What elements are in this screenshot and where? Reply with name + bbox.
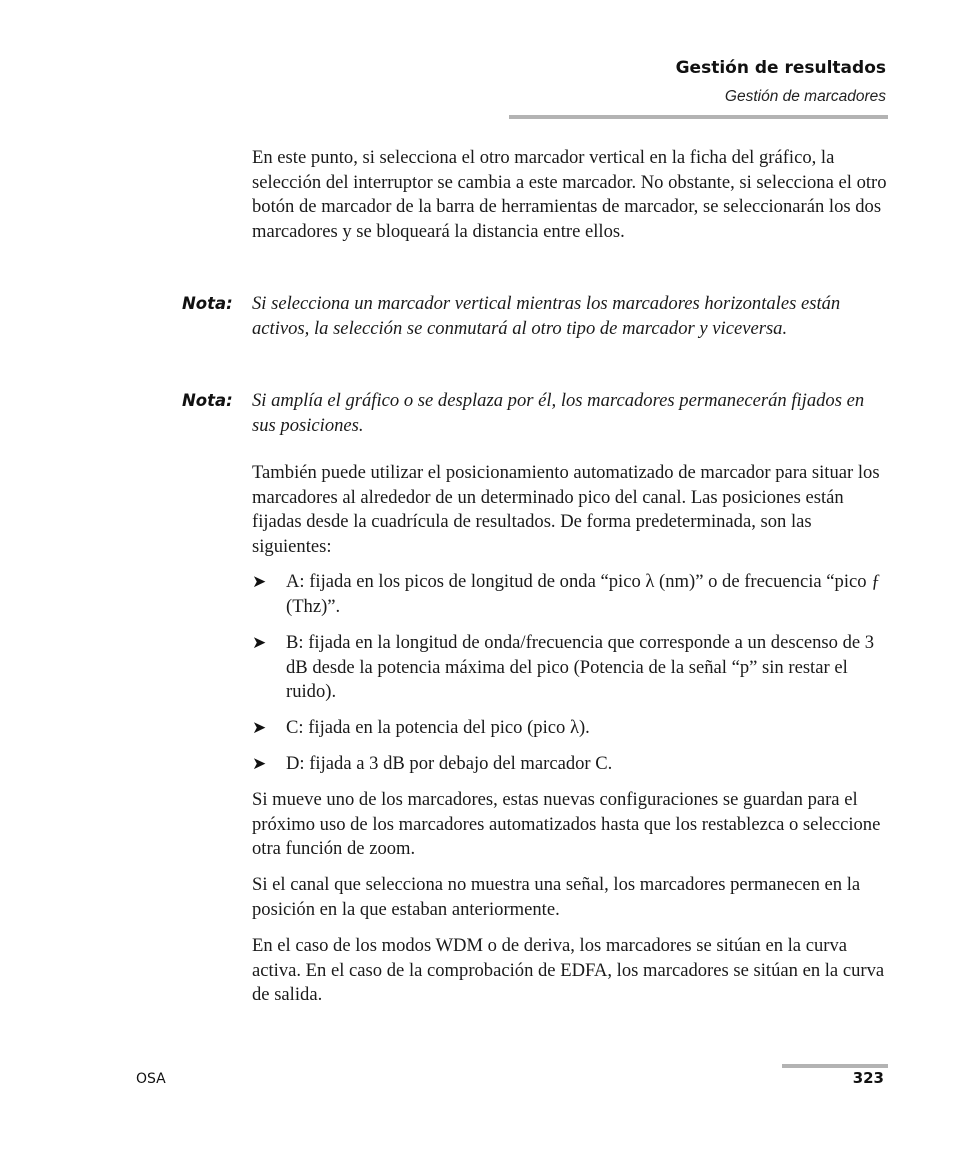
list-item-text: B: fijada en la longitud de onda/frecuencia que corresponde a un descenso de 3 dB desde la potencia máxima del pico (Potencia de la señal “p” sin restar el ruido). (286, 632, 875, 703)
note-text: Si amplía el gráfico o se desplaza por él, los marcadores permanecerán fijados en sus posiciones. (252, 390, 865, 436)
list-item-text: C: fijada en la potencia del pico (pico λ). (286, 717, 590, 738)
section-title: Gestión de resultados (675, 58, 886, 78)
note-text: Si selecciona un marcador vertical mientras los marcadores horizontales están activos, la selección se conmutará al otro tipo de marcador y viceversa. (252, 293, 841, 339)
footer-product-name: OSA (136, 1071, 166, 1087)
note-label: Nota: (182, 294, 233, 313)
page-number: 323 (852, 1069, 884, 1087)
paragraph-4: Si el canal que selecciona no muestra una señal, los marcadores permanecen en la posición en la que estaban anteriormente. (252, 874, 861, 920)
arrow-bullet-icon: ➤ (252, 754, 267, 774)
footer-divider (782, 1064, 888, 1068)
arrow-bullet-icon: ➤ (252, 633, 267, 653)
list-item-text: A: fijada en los picos de longitud de onda “pico λ (nm)” o de frecuencia “pico ƒ (Thz)”. (286, 571, 881, 617)
subsection-title: Gestión de marcadores (724, 88, 886, 105)
arrow-bullet-icon: ➤ (252, 572, 267, 592)
paragraph-2: También puede utilizar el posicionamiento automatizado de marcador para situar los marcadores al alrededor de un determinado pico del canal. Las posiciones están fijadas desde la cuadrícula de resultados. De forma predeterminada, son las siguientes: (252, 462, 880, 558)
arrow-bullet-icon: ➤ (252, 718, 267, 738)
header-divider (509, 115, 888, 119)
paragraph-5: En el caso de los modos WDM o de deriva, los marcadores se sitúan en la curva activa. En el caso de la comprobación de EDFA, los marcadores se sitúan en la curva de salida. (252, 935, 885, 1006)
note-label: Nota: (182, 391, 233, 410)
paragraph-3: Si mueve uno de los marcadores, estas nuevas configuraciones se guardan para el próximo uso de los marcadores automatizados hasta que los restablezca o seleccione otra función de zoom. (252, 789, 881, 860)
list-item-text: D: fijada a 3 dB por debajo del marcador C. (286, 753, 613, 774)
paragraph-1: En este punto, si selecciona el otro marcador vertical en la ficha del gráfico, la selección del interruptor se cambia a este marcador. No obstante, si selecciona el otro botón de marcador de la barra de herramientas de marcador, se seleccionarán los dos marcadores y se bloqueará la distancia entre ellos. (252, 147, 887, 243)
